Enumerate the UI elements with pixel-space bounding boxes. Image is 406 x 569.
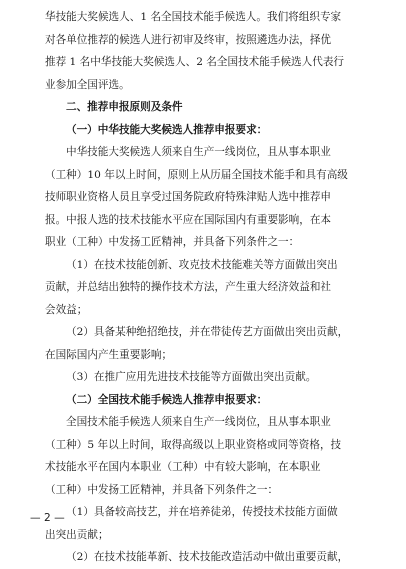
document-page xyxy=(45,6,363,569)
page-number: — 2 — xyxy=(30,512,65,524)
text-line: （2）具备某种绝招绝技，并在带徒传艺方面做出突出贡献， xyxy=(66,326,349,338)
text-line: 技师职业资格人员且享受过国务院政府特殊津贴人选中推荐申 xyxy=(45,191,332,203)
text-line: 在国际国内产生重要影响； xyxy=(45,348,173,361)
text-line: （工种）10 年以上时间，原则上从历届全国技术能手和具有高级 xyxy=(45,168,348,181)
text-line: （1）在技术技能创新、攻克技术技能难关等方面做出突出 xyxy=(66,258,338,271)
text-line: （工种）5 年以上时间，取得高级以上职业资格或同等资格，技 xyxy=(45,438,342,451)
text-line: 会效益； xyxy=(45,303,88,316)
text-line: 报。中报人选的技术技能水平应在国际国内有重要影响，在本 xyxy=(45,213,332,226)
text-line: 中华技能大奖候选人须来自生产一线岗位，且从事本职业 xyxy=(66,146,331,158)
document-body xyxy=(45,6,363,569)
text-line: 华技能大奖候选人、1 名全国技术能手候选人。我们将组织专家 xyxy=(45,11,342,23)
text-line: 对各单位推荐的候选人进行初审及终审，按照遴选办法，择优 xyxy=(45,33,332,46)
text-line: 全国技术能手候选人须来自生产一线岗位，且从事本职业 xyxy=(66,416,331,428)
text-line: 术技能水平在国内本职业（工种）中有较大影响，在本职业 xyxy=(45,461,321,473)
section-heading: 二、推荐申报原则及条件 xyxy=(66,101,183,113)
text-line: 业参加全国评选。 xyxy=(45,78,130,91)
text-line: （1）具备较高技艺，并在培养徒弟，传授技术技能方面做 xyxy=(66,506,338,518)
text-line: 出突出贡献； xyxy=(45,528,109,541)
subsection-heading: （一）中华技能大奖候选人推荐申报要求： xyxy=(66,123,268,136)
text-line: （3）在推广应用先进技术技能等方面做出突出贡献。 xyxy=(66,371,317,383)
text-line: 职业（工种）中发扬工匠精神，并具备下列条件之一： xyxy=(45,236,300,248)
text-line: （2）在技术技能革新、技术技能改造活动中做出重要贡献， xyxy=(66,551,349,563)
text-line: 贡献，并总结出独特的操作技术方法，产生重大经济效益和社 xyxy=(45,281,332,293)
text-line: 推荐 1 名中华技能大奖候选人、2 名全国技术能手候选人代表行 xyxy=(45,56,345,68)
subsection-heading: （二）全国技术能手候选人推荐申报要求： xyxy=(66,393,268,406)
text-line: （工种）中发扬工匠精神，并具备下列条件之一： xyxy=(45,483,279,496)
